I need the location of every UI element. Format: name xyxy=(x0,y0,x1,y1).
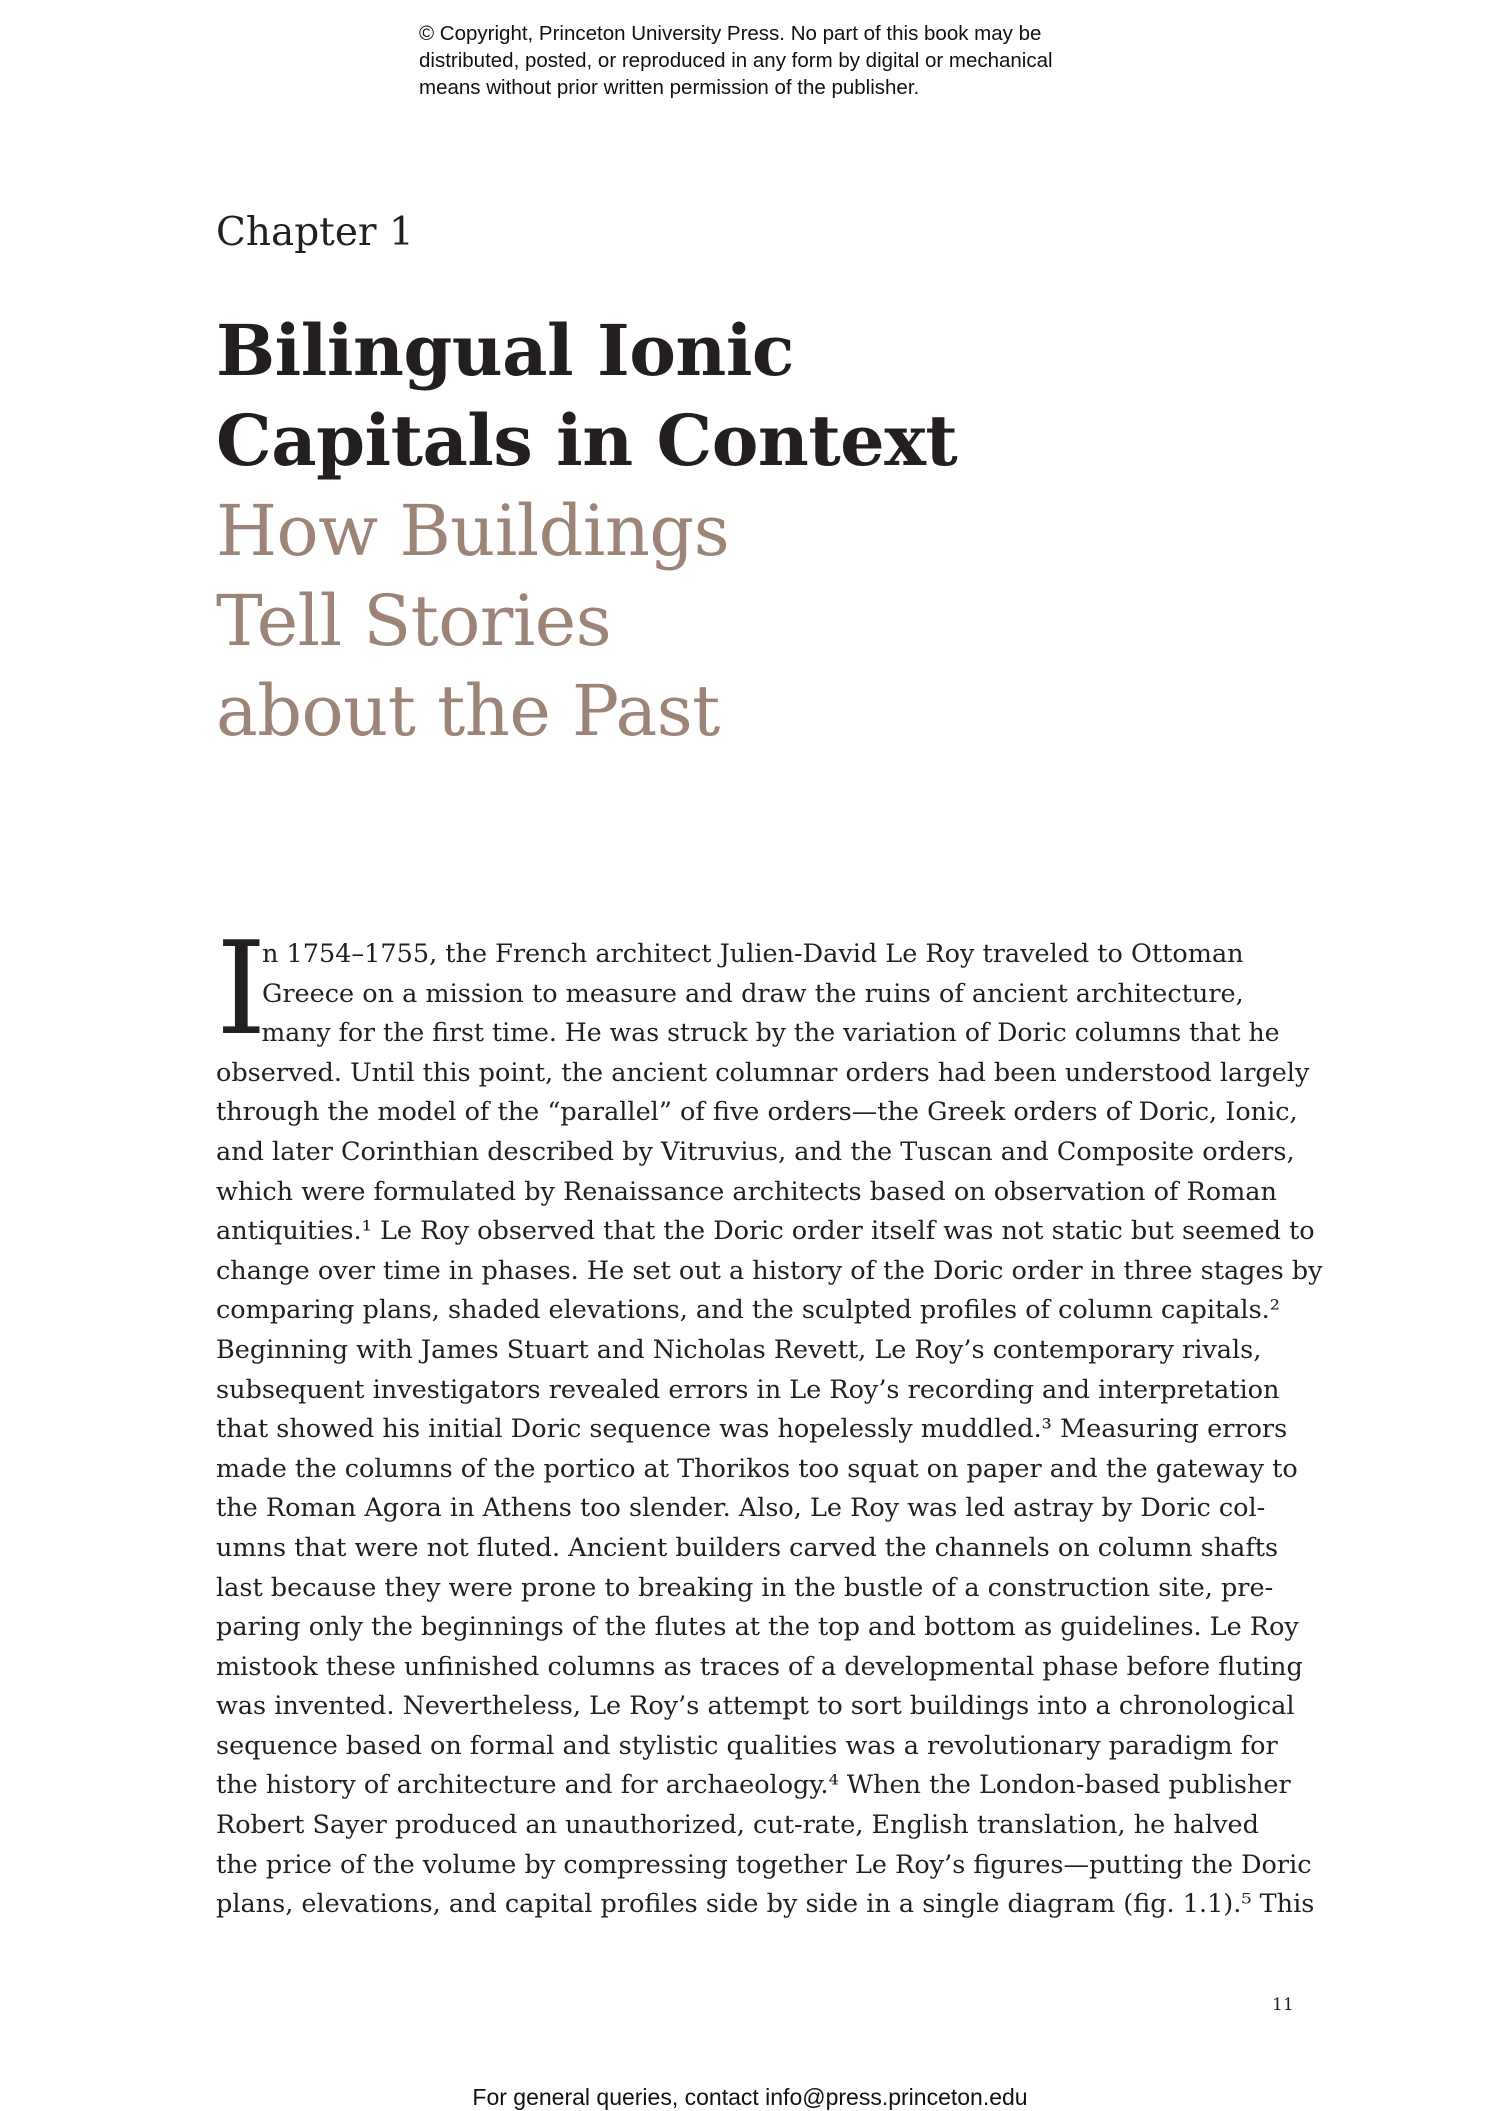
body-line: that showed his initial Doric sequence was hopelessly muddled.³ Measuring errors xyxy=(216,1414,1288,1445)
chapter-subtitle-line: How Buildings xyxy=(216,490,730,572)
body-line: n 1754–1755, the French architect Julien-David Le Roy traveled to Ottoman xyxy=(262,939,1244,969)
body-line: observed. Until this point, the ancient columnar orders had been understood largely xyxy=(216,1057,1310,1088)
body-line: through the model of the “parallel” of five orders—the Greek orders of Doric, Ionic, xyxy=(216,1097,1298,1128)
body-line: Greece on a mission to measure and draw the ruins of ancient architecture, xyxy=(262,978,1244,1009)
body-line: which were formulated by Renaissance architects based on observation of Roman xyxy=(216,1176,1277,1207)
body-line: the Roman Agora in Athens too slender. Also, Le Roy was led astray by Doric col- xyxy=(216,1493,1266,1524)
footer-contact: For general queries, contact info@press.princeton.edu xyxy=(472,2084,1028,2110)
body-line: sequence based on formal and stylistic qualities was a revolutionary paradigm for xyxy=(216,1730,1278,1761)
body-line: mistook these unfinished columns as traces of a developmental phase before fluting xyxy=(216,1651,1303,1682)
body-line: Beginning with James Stuart and Nicholas Revett, Le Roy’s contemporary rivals, xyxy=(216,1334,1262,1365)
chapter-label: Chapter 1 xyxy=(216,210,414,255)
body-line: paring only the beginnings of the flutes at the top and bottom as guidelines. Le Roy xyxy=(216,1612,1299,1643)
body-line: comparing plans, shaded elevations, and the sculpted profiles of column capitals.² xyxy=(216,1295,1280,1326)
page-number: 11 xyxy=(1272,1995,1294,2015)
drop-cap: I xyxy=(216,915,267,1064)
body-line: many for the first time. He was struck by the variation of Doric columns that he xyxy=(261,1018,1280,1049)
body-line: was invented. Nevertheless, Le Roy’s attempt to sort buildings into a chronological xyxy=(216,1691,1295,1722)
body-line: made the columns of the portico at Thorikos too squat on paper and the gateway to xyxy=(216,1453,1298,1484)
body-paragraph xyxy=(216,935,1326,1925)
copyright-line: © Copyright, Princeton University Press. No part of this book may be xyxy=(419,22,1042,45)
body-line: Robert Sayer produced an unauthorized, cut-rate, English translation, he halved xyxy=(216,1810,1259,1841)
copyright-line: distributed, posted, or reproduced in any form by digital or mechanical xyxy=(419,49,1053,72)
chapter-title-block xyxy=(216,306,957,756)
chapter-subtitle-line: Tell Stories xyxy=(216,580,612,662)
body-line: plans, elevations, and capital profiles side by side in a single diagram (fig. 1.1).⁵ This xyxy=(216,1889,1315,1920)
body-line: the price of the volume by compressing together Le Roy’s figures—putting the Doric xyxy=(216,1849,1312,1880)
body-line: the history of architecture and for archaeology.⁴ When the London-based publisher xyxy=(216,1770,1291,1801)
body-line: umns that were not fluted. Ancient builders carved the channels on column shafts xyxy=(216,1532,1279,1563)
chapter-title-line: Bilingual Ionic xyxy=(216,309,795,392)
chapter-subtitle-line: about the Past xyxy=(216,670,720,752)
chapter-title-line: Capitals in Context xyxy=(216,399,958,482)
body-line: antiquities.¹ Le Roy observed that the Doric order itself was not static but seemed to xyxy=(216,1216,1315,1247)
body-line: subsequent investigators revealed errors in Le Roy’s recording and interpretation xyxy=(216,1374,1280,1405)
body-line: and later Corinthian described by Vitruvius, and the Tuscan and Composite orders, xyxy=(216,1136,1295,1167)
copyright-notice xyxy=(419,20,1139,101)
body-line: change over time in phases. He set out a history of the Doric order in three stages by xyxy=(216,1255,1323,1286)
body-line: last because they were prone to breaking in the bustle of a construction site, pre- xyxy=(216,1572,1274,1603)
copyright-line: means without prior written permission of the publisher. xyxy=(419,76,920,99)
